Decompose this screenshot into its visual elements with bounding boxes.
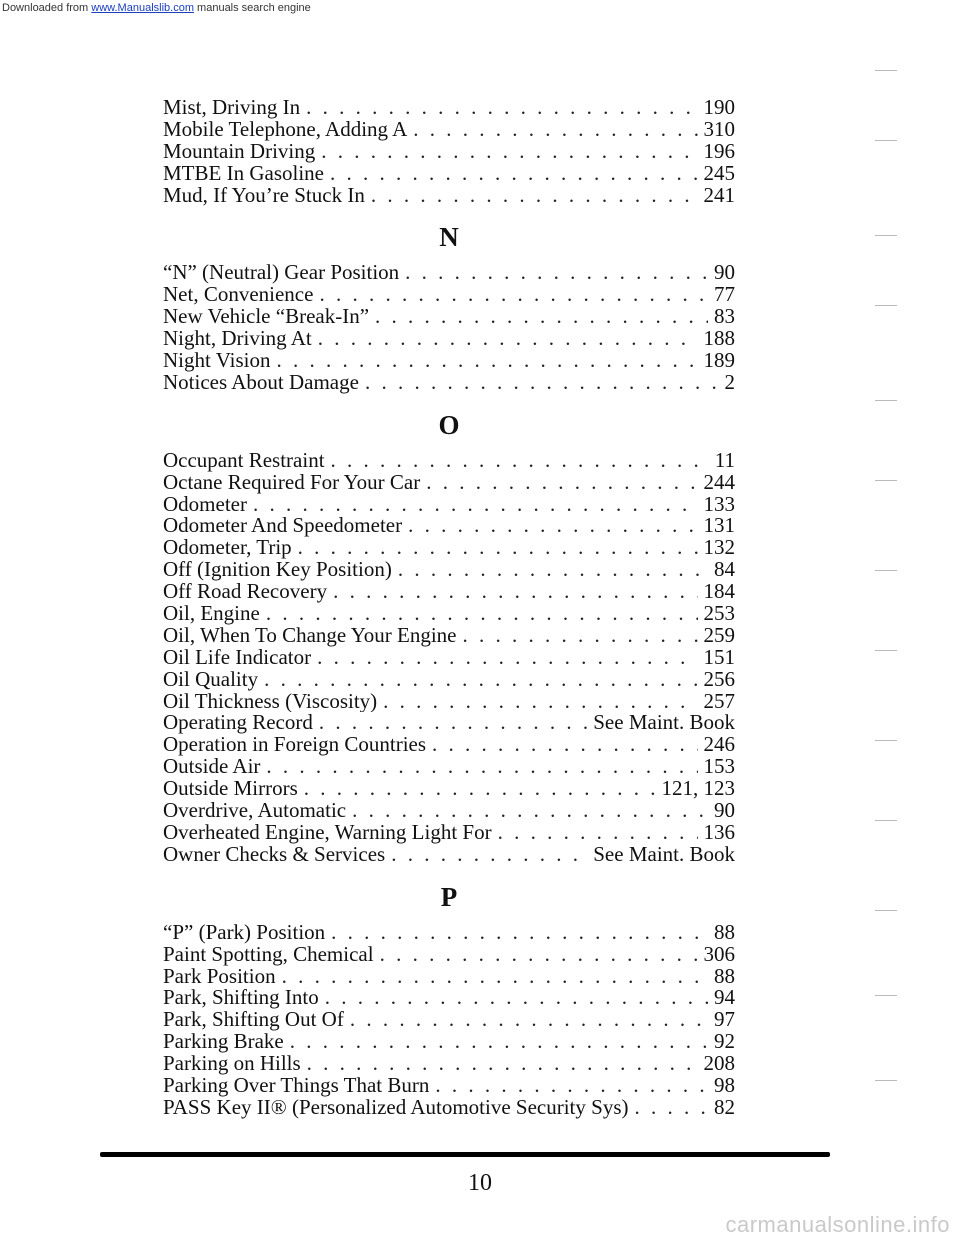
entry-page-ref: 153 (703, 756, 735, 779)
dot-leader (330, 163, 698, 185)
index-entry (163, 647, 735, 669)
dot-leader (365, 372, 719, 394)
dot-leader (498, 822, 698, 844)
entry-label: Night Vision (163, 350, 271, 372)
section-letter-heading: P (440, 881, 458, 912)
dot-leader (383, 691, 697, 713)
margin-scan-marks (875, 60, 935, 1160)
entry-label: Notices About Damage (163, 371, 359, 394)
dot-leader (318, 328, 698, 350)
entry-page-ref: 11 (714, 449, 735, 472)
index-entry (163, 1053, 735, 1075)
dot-leader (317, 647, 697, 669)
index-entry (163, 822, 735, 844)
entry-page-ref: 90 (714, 262, 735, 285)
dot-leader (635, 1097, 709, 1119)
index-section (163, 97, 735, 206)
dot-leader (282, 966, 708, 988)
entry-page-ref: 121, 123 (661, 778, 735, 801)
entry-label: Night, Driving At (163, 328, 312, 351)
entry-label: Operation in Foreign Countries (163, 734, 427, 757)
dot-leader (463, 625, 698, 647)
dot-leader (298, 537, 698, 559)
scan-mark (875, 995, 897, 996)
index-entry (163, 472, 735, 494)
index-entry (163, 944, 735, 966)
scan-mark (875, 1080, 897, 1081)
index-entry (163, 756, 735, 778)
entry-label: Off (Ignition Key Position) (163, 559, 392, 582)
entry-page-ref: 246 (703, 734, 735, 757)
index-entry (163, 494, 735, 516)
entry-page-ref: 88 (714, 965, 735, 988)
entry-label: Oil Quality (163, 668, 259, 691)
index-entry (163, 450, 735, 472)
index-section (163, 214, 735, 393)
entry-page-ref: 82 (714, 1096, 735, 1119)
dot-leader (266, 603, 698, 625)
entry-label: Operating Record (163, 712, 313, 735)
page-number: 10 (468, 1170, 492, 1196)
entry-label: Mobile Telephone, Adding A (163, 118, 408, 141)
entry-page-ref: 245 (703, 162, 735, 185)
index-entry (163, 800, 735, 822)
entry-label: Mud, If You’re Stuck In (163, 184, 365, 207)
entry-page-ref: 133 (703, 493, 735, 516)
entry-label: PASS Key II® (Personalized Automotive Security Sys) (163, 1096, 629, 1119)
dot-leader (306, 97, 697, 119)
scan-mark (875, 820, 897, 821)
entry-page-ref: 208 (703, 1053, 735, 1075)
dot-leader (352, 800, 708, 822)
section-letter-heading: O (438, 409, 460, 440)
index-entry (163, 185, 735, 207)
entry-page-ref: 253 (703, 603, 735, 625)
entry-page-ref: 257 (703, 690, 735, 713)
index-entry (163, 163, 735, 185)
index-entry (163, 1075, 735, 1097)
entry-page-ref: 90 (714, 800, 735, 822)
index-entry (163, 537, 735, 559)
entry-page-ref: 310 (703, 118, 735, 141)
dot-leader (371, 185, 698, 207)
index-entry (163, 581, 735, 603)
scan-mark (875, 305, 897, 306)
entry-page-ref: 97 (714, 1009, 735, 1032)
index-entry (163, 306, 735, 328)
scan-mark (875, 650, 897, 651)
dot-leader (413, 119, 697, 141)
index-page (163, 97, 735, 1119)
index-entry (163, 119, 735, 141)
index-entry (163, 1097, 735, 1119)
dot-leader (432, 734, 697, 756)
scan-mark (875, 235, 897, 236)
footer-rule (100, 1152, 830, 1157)
entry-label: Overdrive, Automatic (163, 800, 347, 822)
watermark-brand: carmanualsonline.info (725, 1212, 950, 1237)
entry-label: Park Position (163, 965, 276, 988)
download-banner (0, 0, 960, 16)
entry-page-ref: 136 (703, 821, 735, 844)
dot-leader (331, 450, 709, 472)
index-entry (163, 1009, 735, 1031)
entry-label: Park, Shifting Out Of (163, 1009, 344, 1032)
dot-leader (331, 922, 708, 944)
entry-label: Paint Spotting, Chemical (163, 943, 374, 966)
entry-label: Park, Shifting Into (163, 987, 319, 1010)
entry-label: Mountain Driving (163, 140, 316, 163)
index-entry (163, 966, 735, 988)
dot-leader (398, 559, 708, 581)
entry-page-ref: 306 (703, 943, 735, 966)
entry-label: Parking Brake (163, 1031, 284, 1054)
entry-label: “N” (Neutral) Gear Position (163, 262, 400, 285)
index-entry (163, 328, 735, 350)
index-entry (163, 350, 735, 372)
entry-label: New Vehicle “Break-In” (163, 306, 370, 329)
scan-mark (875, 70, 897, 71)
entry-page-ref: 259 (703, 624, 735, 647)
index-entry (163, 262, 735, 284)
section-letter-heading: N (439, 222, 459, 253)
dot-leader (266, 756, 697, 778)
dot-leader (375, 306, 708, 328)
entry-page-ref: 2 (724, 371, 735, 394)
scan-mark (875, 480, 897, 481)
entry-label: Oil, When To Change Your Engine (163, 624, 457, 647)
entry-label: Oil Life Indicator (163, 646, 312, 669)
entry-page-ref: 184 (703, 581, 735, 604)
scan-mark (875, 140, 897, 141)
dot-leader (319, 712, 587, 734)
dot-leader (350, 1009, 708, 1031)
dot-leader (426, 472, 697, 494)
index-entry (163, 372, 735, 394)
dot-leader (290, 1031, 708, 1053)
entry-page-ref: See Maint. Book (593, 712, 735, 735)
dot-leader (276, 350, 697, 372)
entry-page-ref: 188 (703, 328, 735, 351)
index-entry (163, 97, 735, 119)
dot-leader (307, 1053, 698, 1075)
entry-page-ref: 151 (703, 646, 735, 669)
dot-leader (264, 669, 697, 691)
index-entry (163, 669, 735, 691)
entry-page-ref: 83 (714, 306, 735, 329)
index-entry (163, 284, 735, 306)
entry-page-ref: 196 (703, 140, 735, 163)
banner-prefix: Downloaded from (2, 2, 89, 14)
entry-page-ref: 131 (703, 515, 735, 538)
index-entry (163, 922, 735, 944)
entry-page-ref: 132 (703, 537, 735, 560)
entry-label: Odometer (163, 493, 247, 516)
index-entry (163, 712, 735, 734)
entry-label: Odometer And Speedometer (163, 515, 403, 538)
entry-label: Net, Convenience (163, 284, 314, 307)
entry-page-ref: 189 (703, 350, 735, 372)
dot-leader (304, 778, 656, 800)
entry-page-ref: 94 (714, 987, 735, 1010)
index-entry (163, 734, 735, 756)
index-entry (163, 844, 735, 866)
scan-mark (875, 910, 897, 911)
scan-mark (875, 400, 897, 401)
dot-leader (408, 515, 697, 537)
dot-leader (321, 141, 697, 163)
entry-label: Off Road Recovery (163, 581, 328, 604)
entry-page-ref: 98 (714, 1074, 735, 1097)
entry-label: “P” (Park) Position (163, 921, 326, 944)
entry-label: Octane Required For Your Car (163, 471, 421, 494)
dot-leader (391, 844, 587, 866)
entry-page-ref: 190 (703, 97, 735, 119)
index-section (163, 402, 735, 866)
index-entry (163, 1031, 735, 1053)
entry-label: Occupant Restraint (163, 449, 325, 472)
dot-leader (380, 944, 698, 966)
manualslib-link[interactable]: www.Manualslib.com (91, 2, 194, 14)
index-entry (163, 141, 735, 163)
entry-page-ref: See Maint. Book (593, 843, 735, 866)
entry-label: Parking Over Things That Burn (163, 1074, 430, 1097)
entry-label: Overheated Engine, Warning Light For (163, 821, 492, 844)
entry-page-ref: 77 (714, 284, 735, 307)
entry-label: Oil Thickness (Viscosity) (163, 690, 378, 713)
scan-mark (875, 570, 897, 571)
entry-label: MTBE In Gasoline (163, 162, 324, 185)
entry-page-ref: 88 (714, 921, 735, 944)
entry-label: Parking on Hills (163, 1053, 301, 1075)
dot-leader (435, 1075, 708, 1097)
index-entry (163, 559, 735, 581)
dot-leader (319, 284, 708, 306)
entry-label: Outside Mirrors (163, 778, 298, 801)
entry-label: Mist, Driving In (163, 97, 301, 119)
entry-label: Outside Air (163, 756, 261, 779)
dot-leader (253, 494, 698, 516)
index-entry (163, 625, 735, 647)
dot-leader (405, 262, 708, 284)
index-entry (163, 515, 735, 537)
banner-suffix: manuals search engine (197, 2, 311, 14)
entry-label: Odometer, Trip (163, 537, 292, 560)
index-section (163, 874, 735, 1119)
index-entry (163, 603, 735, 625)
entry-label: Owner Checks & Services (163, 843, 386, 866)
entry-page-ref: 241 (703, 184, 735, 207)
index-entry (163, 778, 735, 800)
index-entry (163, 691, 735, 713)
entry-page-ref: 244 (703, 471, 735, 494)
entry-page-ref: 256 (703, 668, 735, 691)
entry-page-ref: 92 (714, 1031, 735, 1054)
entry-page-ref: 84 (714, 559, 735, 582)
scan-mark (875, 740, 897, 741)
entry-label: Oil, Engine (163, 603, 260, 625)
dot-leader (325, 987, 708, 1009)
index-entry (163, 987, 735, 1009)
dot-leader (333, 581, 697, 603)
